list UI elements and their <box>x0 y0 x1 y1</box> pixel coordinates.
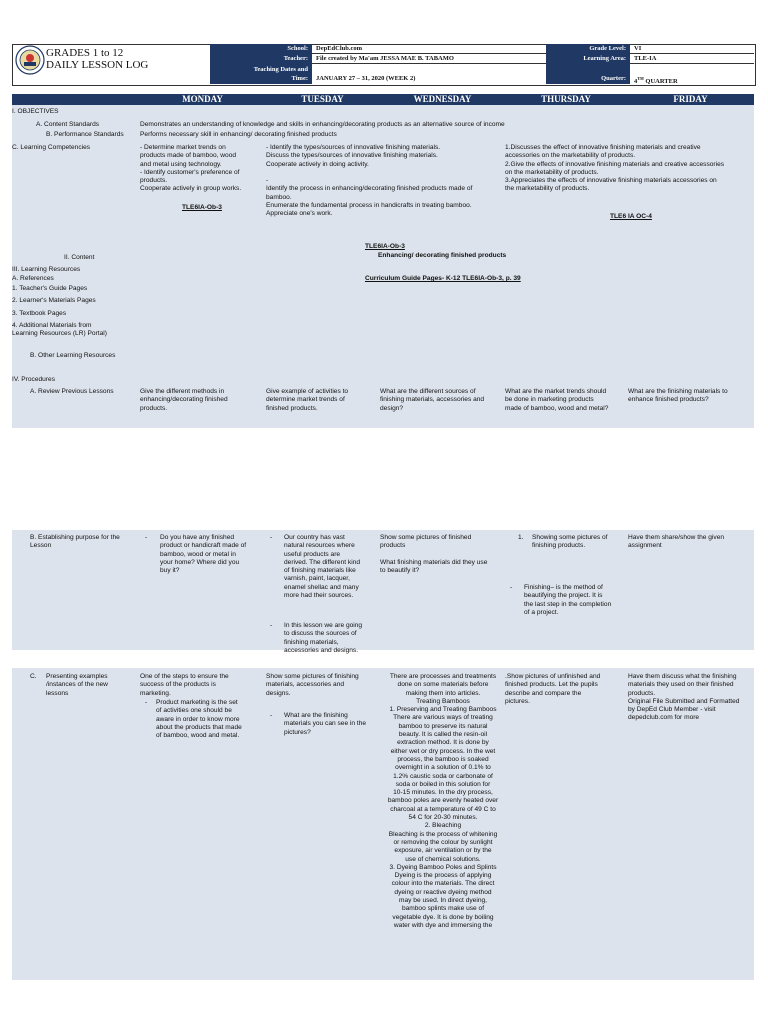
day-friday: FRIDAY <box>673 94 708 104</box>
review-wednesday: What are the different sources of finishing materials, accessories and design? <box>380 388 485 412</box>
title-line1: GRADES 1 to 12 <box>46 47 124 59</box>
dates-label <box>210 64 312 84</box>
grade-label: Grade Level: <box>546 44 630 54</box>
teacher-value: File created by Ma'am JESSA MAE B. TABAMO <box>312 54 546 64</box>
quarter-value <box>630 74 754 84</box>
content-standards-label: A. Content Standards <box>36 121 100 128</box>
review-label: A. Review Previous Lessons <box>30 388 114 395</box>
teacher-label: Teacher: <box>210 54 312 64</box>
establishing-wednesday: Show some pictures of finished products What finishing materials did they use to beautify it? <box>380 534 488 575</box>
presenting-tuesday-dash: - <box>270 712 273 719</box>
establishing-monday: Do you have any finished product or handicraft made of bamboo, wood or metal in your home? Where did you buy it? <box>160 534 247 575</box>
page-title <box>46 47 148 71</box>
day-thursday: THURSDAY <box>541 94 591 104</box>
presenting-monday-2: Product marketing is the set of activities one should be aware in order to know more about the products that made of bamboo, wood and metal. <box>156 699 242 740</box>
review-thursday: What are the market trends should be done in marketing products made of bamboo, wood and metal? <box>505 388 609 412</box>
quarter-label-text: Quarter: <box>601 75 626 82</box>
presenting-letter: C. <box>30 673 37 680</box>
establishing-thursday-num: 1. <box>518 534 524 541</box>
establishing-thursday-2: Finishing– is the method of beautifying the project. It is the last step in the completion of a project. <box>524 584 612 616</box>
competency-tuesday: - Identify the types/sources of innovative finishing materials. Discuss the types/sources of innovative finishing materials. Cooperate actively in doing activity. - Identify the process in enhancing/decorating finished products made of bamboo. Enumerate the fundamental process in handicrafts in treating bamboo. Appreciate one's work. <box>266 144 473 218</box>
grade-value: VI <box>630 44 754 54</box>
other-resources-label: B. Other Learning Resources <box>30 352 116 359</box>
additional-materials-label: 4. Additional Materials from Learning Resources (LR) Portal) <box>12 322 107 338</box>
quarter-suffix: TH <box>637 76 644 81</box>
performance-standards-text: Performs necessary skill in enhancing/ decorating finished products <box>140 131 337 138</box>
quarter-label <box>546 64 630 84</box>
quarter-number: 4 <box>634 78 638 86</box>
presenting-wednesday: There are processes and treatments done on some materials before making them into articles. Treating Bamboos 1. Preserving and Treating Bamboos There are various ways of treating bamboo to preserve its natural beauty. It is called the resin-oil extraction method. It is done by either wet or dry process. In the wet process, the bamboo is soaked overnight in a solution of 0.1% to 1.2% caustic soda or carbonate of soda or boiled in this solution for 10-15 minutes. In the dry process, bamboo poles are evenly heated over charcoal at a temperature of 49 C to 54 C for 20-30 minutes. 2. Bleaching Bleaching is the process of whitening or removing the colour by sunlight exposure, air ventilation or by the use of chemical solutions. 3. Dyeing Bamboo Poles and Splints Dyeing is the process of applying colour into the materials. The direct dyeing or reactive dyeing method may be used. In direct dyeing, bamboo splints make use of vegetable dye. It is done by boiling water with dye and immersing the <box>387 673 499 929</box>
school-value: DepEdClub.com <box>312 44 546 54</box>
competency-thursday-code: TLE6 IA OC-4 <box>610 213 652 220</box>
performance-standards-label: B. Performance Standards <box>46 131 124 138</box>
quarter-text: QUARTER <box>643 78 678 86</box>
competency-monday-code: TLE6IA-Ob-3 <box>182 204 222 211</box>
dates-value: JANUARY 27 – 31, 2020 (WEEK 2) <box>316 75 416 82</box>
school-label: School: <box>210 44 312 54</box>
presenting-monday: One of the steps to ensure the success of the products is marketing. <box>140 673 229 697</box>
review-tuesday: Give example of activities to determine market trends of finished products. <box>266 388 349 412</box>
day-tuesday: TUESDAY <box>301 94 344 104</box>
review-friday: What are the finishing materials to enhance finished products? <box>628 388 728 404</box>
establishing-tuesday-dash2: - <box>270 622 273 629</box>
area-value: TLE-IA <box>630 54 754 64</box>
teachers-guide-label: 1. Teacher's Guide Pages <box>12 285 88 292</box>
content-code: TLE6IA-Ob-3 <box>365 243 405 250</box>
competency-monday: - Determine market trends on products made of bamboo, wood and metal using technology. - Identify customer's preference of products. Cooperate actively in group works. <box>140 144 242 193</box>
dates-label-line2: Time: <box>291 75 308 82</box>
presenting-label: Presenting examples /instances of the new lessons <box>46 673 108 697</box>
textbook-label: 3. Textbook Pages <box>12 310 67 317</box>
establishing-friday: Have them share/show the given assignment <box>628 534 725 550</box>
presenting-tuesday: Show some pictures of finishing materials, accessories and designs. <box>266 673 359 697</box>
learning-resources-label: III. Learning Resources <box>12 266 81 273</box>
establishing-tuesday-2: In this lesson we are going to discuss the sources of finishing materials, accessories and designs. <box>284 622 363 654</box>
day-wednesday: WEDNESDAY <box>413 94 472 104</box>
deped-seal-icon <box>15 45 45 75</box>
procedures-label: IV. Procedures <box>12 376 56 383</box>
competency-thursday: 1.Discusses the effect of innovative finishing materials and creative accessories on the marketability of products. 2.Give the effects of innovative finishing materials and creative accessories on the marketability of products. 3.Appreciates the effects of innovative finishing materials accessories on the marketability of products. <box>505 144 725 193</box>
establishing-label: B. Establishing purpose for the Lesson <box>30 534 120 550</box>
establishing-tuesday: Our country has vast natural resources where useful products are derived. The different kind of finishing materials like varnish, paint, lacquer, enamel shellac and many more had their sources. <box>284 534 360 600</box>
establishing-monday-dash: - <box>145 534 148 541</box>
content-label: II. Content <box>64 254 95 261</box>
content-title: Enhancing/ decorating finished products <box>378 252 507 259</box>
learners-materials-label: 2. Learner's Materials Pages <box>12 297 96 304</box>
establishing-tuesday-dash: - <box>270 534 273 541</box>
title-line2: DAILY LESSON LOG <box>46 59 149 71</box>
day-monday: MONDAY <box>182 94 223 104</box>
presenting-friday: Have them discuss what the finishing materials they used on their finished products. Original File Submitted and Formatted by DepEd Club Member - visit depedclub.com for more <box>628 673 740 722</box>
establishing-thursday-dash: - <box>510 584 513 591</box>
dates-label-line1: Teaching Dates and <box>253 66 308 73</box>
area-label: Learning Area: <box>546 54 630 64</box>
presenting-tuesday-2: What are the finishing materials you can see in the pictures? <box>284 712 367 736</box>
review-monday: Give the different methods in enhancing/decorating finished products. <box>140 388 228 412</box>
presenting-thursday: .Show pictures of unfinished and finished products. Let the pupils describe and compare the pictures. <box>505 673 601 705</box>
presenting-monday-dash: - <box>145 699 148 706</box>
objectives-label: I. OBJECTIVES <box>12 108 59 115</box>
learning-competencies-label: C. Learning Competencies <box>12 144 91 151</box>
content-standards-text: Demonstrates an understanding of knowledge and skills in enhancing/decorating products as an alternative source of income <box>140 121 505 128</box>
references-label: A. References <box>12 275 54 282</box>
establishing-thursday: Showing some pictures of finishing products. <box>532 534 608 550</box>
curriculum-guide: Curriculum Guide Pages- K-12 TLE6IA-Ob-3, p. 39 <box>365 275 521 282</box>
